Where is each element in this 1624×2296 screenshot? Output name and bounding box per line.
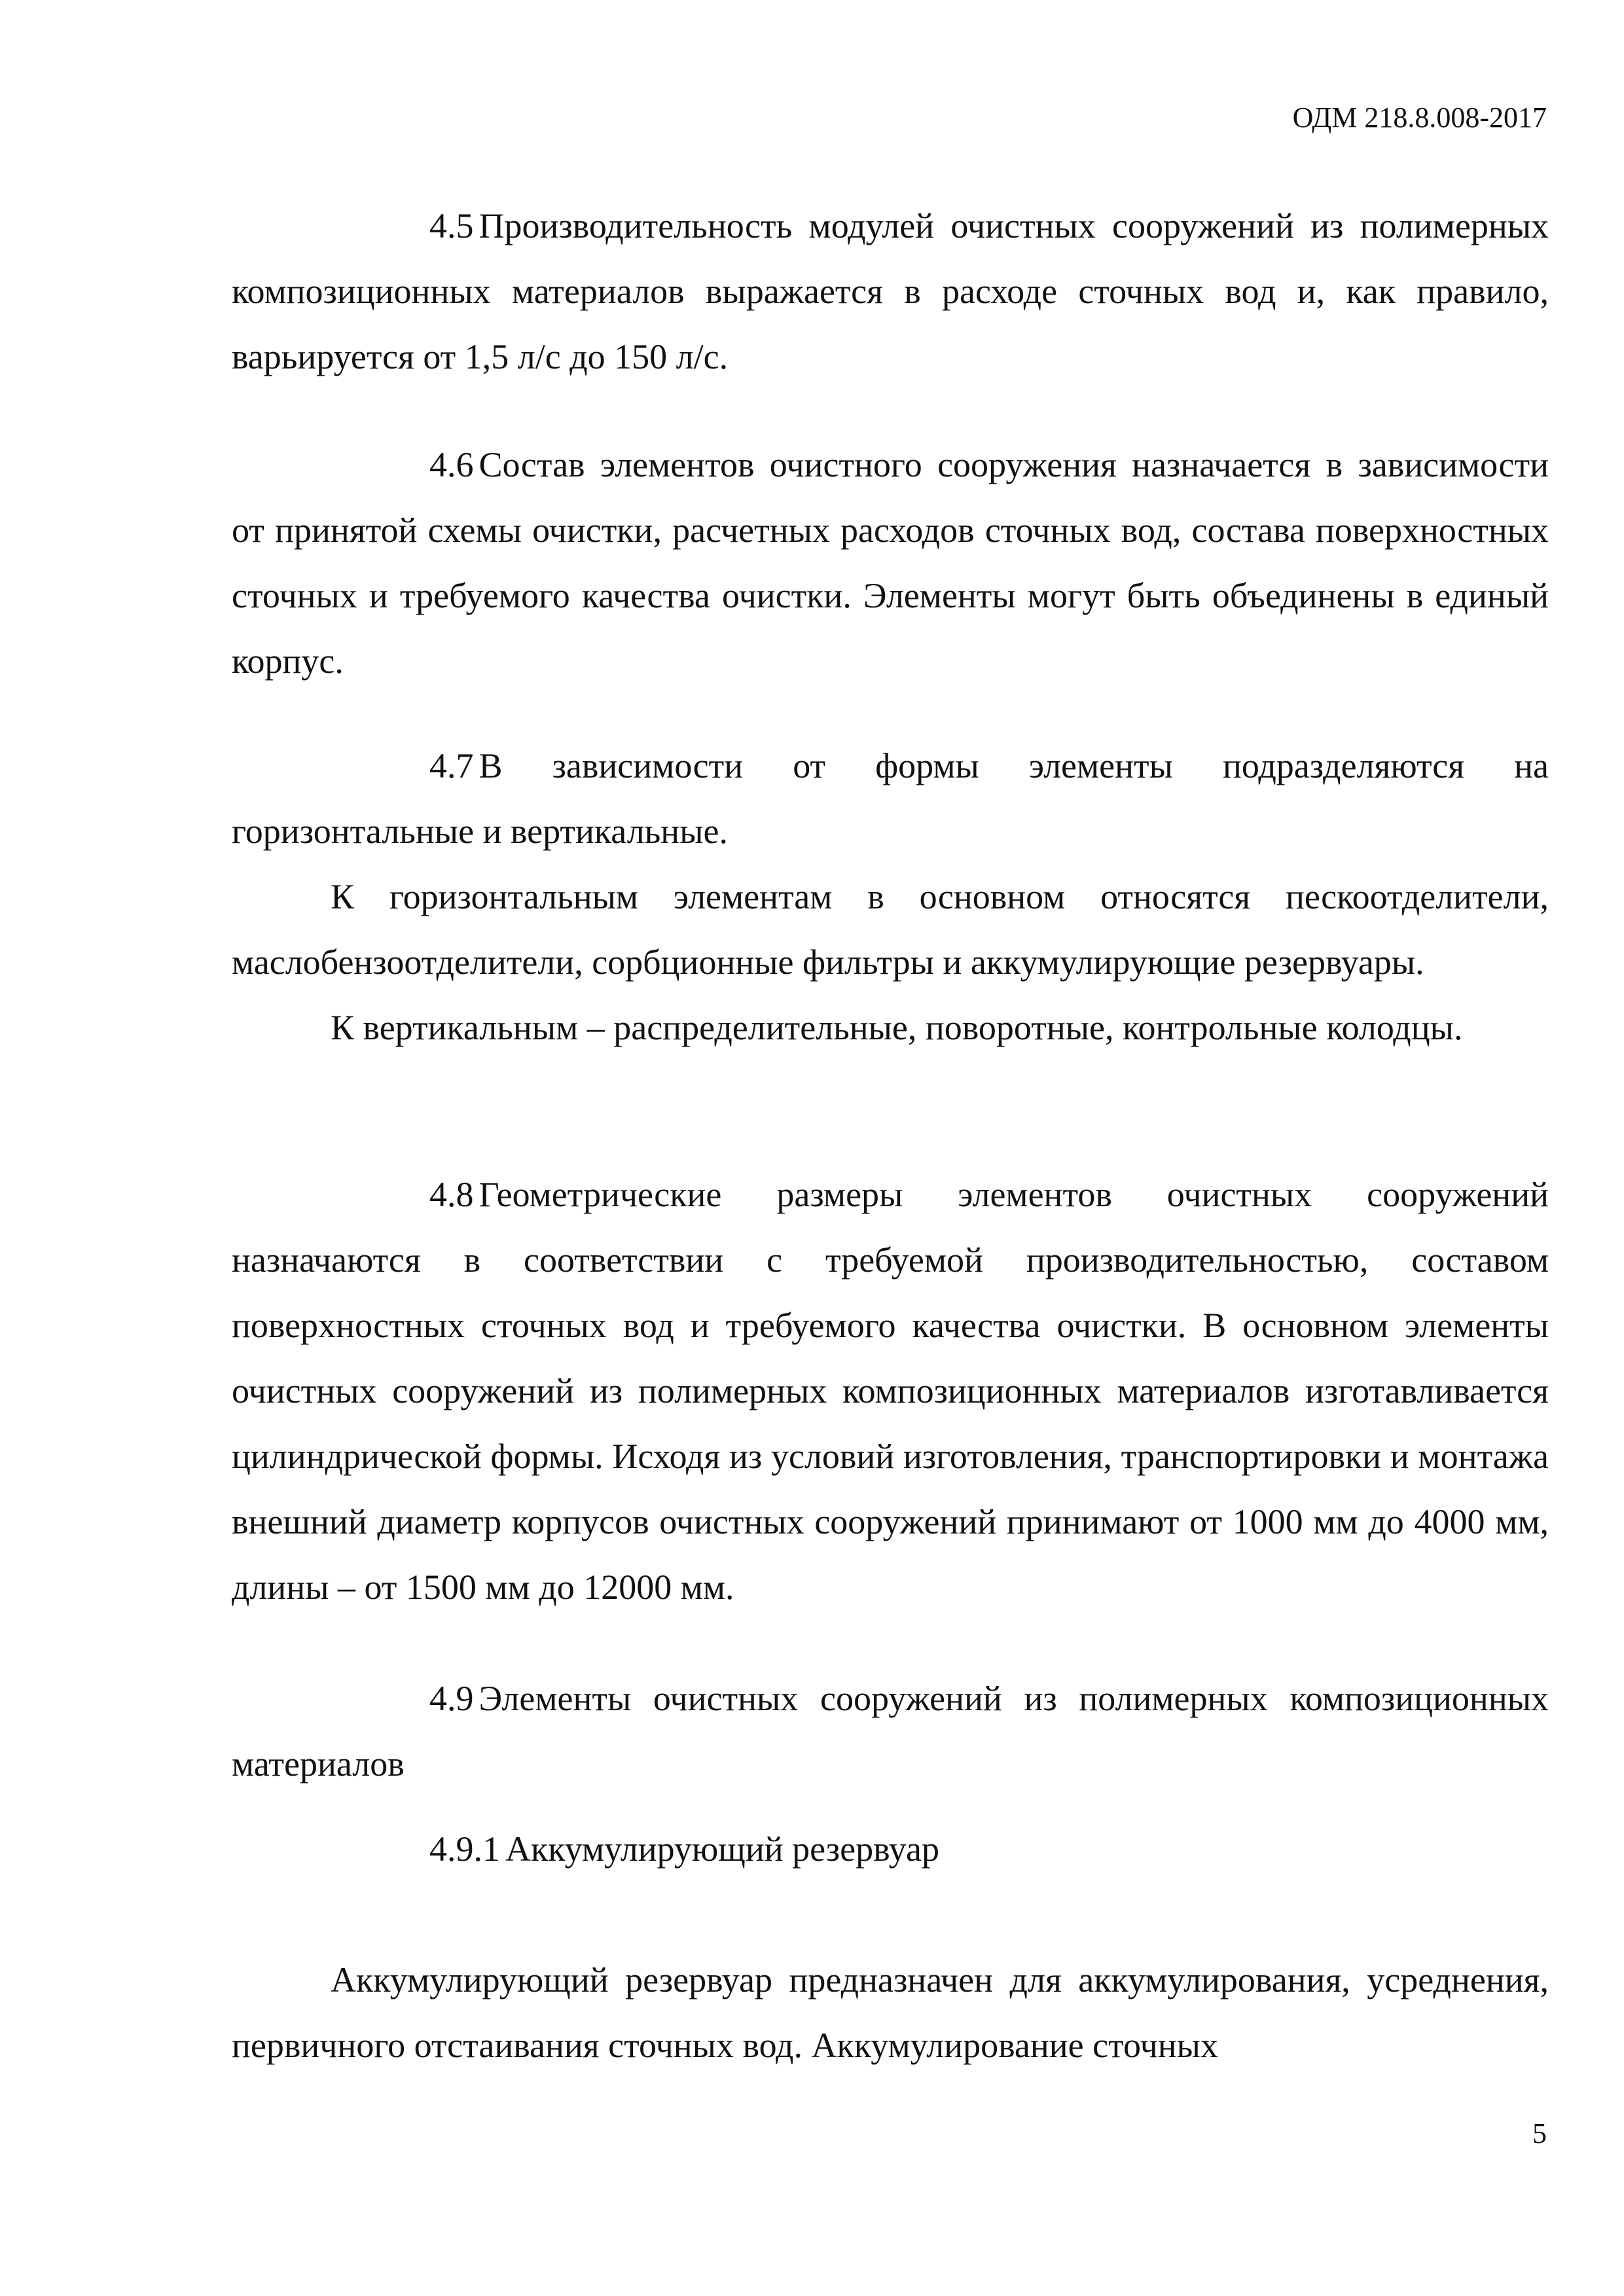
paragraph-4-7 — [232, 733, 1549, 864]
paragraph-text: К горизонтальным элементам в основном относятся пескоотделители, маслобензоотделители, сорбционные фильтры и аккумулирующие резервуары. — [232, 877, 1549, 982]
paragraph-text: Аккумулирующий резервуар — [505, 1829, 939, 1869]
paragraph-text: Производительность модулей очистных сооружений из полимерных композиционных материалов выражается в расходе сточных вод и, как правило, варьируется от 1,5 л/с до 150 л/с. — [232, 206, 1549, 376]
paragraph-number: 4.7 — [429, 746, 474, 785]
paragraph-horizontal-elements — [232, 864, 1549, 995]
paragraph-4-9 — [232, 1666, 1549, 1797]
paragraph-text: Геометрические размеры элементов очистных сооружений назначаются в соответствии с требуемой производительностью, составом поверхностных сточных вод и требуемого качества очистки. В основном элементы очистных сооружений из полимерных композиционных материалов изготавливается цилиндрической формы. Исходя из условий изготовления, транспортировки и монтажа внешний диаметр корпусов очистных сооружений принимают от 1000 мм до 4000 мм, длины – от 1500 мм до 12000 мм. — [232, 1175, 1549, 1607]
paragraph-number: 4.8 — [429, 1175, 474, 1214]
document-code: ОДМ 218.8.008-2017 — [1292, 101, 1547, 134]
paragraph-number: 4.6 — [429, 445, 474, 484]
paragraph-accumulating-tank — [232, 1947, 1549, 2078]
paragraph-text: В зависимости от формы элементы подразделяются на горизонтальные и вертикальные. — [232, 746, 1549, 851]
paragraph-text: К вертикальным – распределительные, поворотные, контрольные колодцы. — [331, 1008, 1463, 1047]
paragraph-text: Аккумулирующий резервуар предназначен для аккумулирования, усреднения, первичного отстаивания сточных вод. Аккумулирование сточных — [232, 1960, 1549, 2065]
paragraph-number: 4.9.1 — [429, 1829, 500, 1869]
paragraph-4-8 — [232, 1162, 1549, 1620]
paragraph-4-6 — [232, 432, 1549, 694]
paragraph-vertical-elements — [232, 995, 1549, 1060]
subsection-4-9-1-title — [232, 1816, 1549, 1882]
paragraph-text: Элементы очистных сооружений из полимерных композиционных материалов — [232, 1679, 1549, 1784]
paragraph-text: Состав элементов очистного сооружения назначается в зависимости от принятой схемы очистки, расчетных расходов сточных вод, состава поверхностных сточных и требуемого качества очистки. Элементы могут быть объединены в единый корпус. — [232, 445, 1549, 681]
paragraph-number: 4.9 — [429, 1679, 474, 1718]
page-number: 5 — [1532, 2117, 1547, 2149]
paragraph-4-5 — [232, 193, 1549, 389]
paragraph-number: 4.5 — [429, 206, 474, 245]
